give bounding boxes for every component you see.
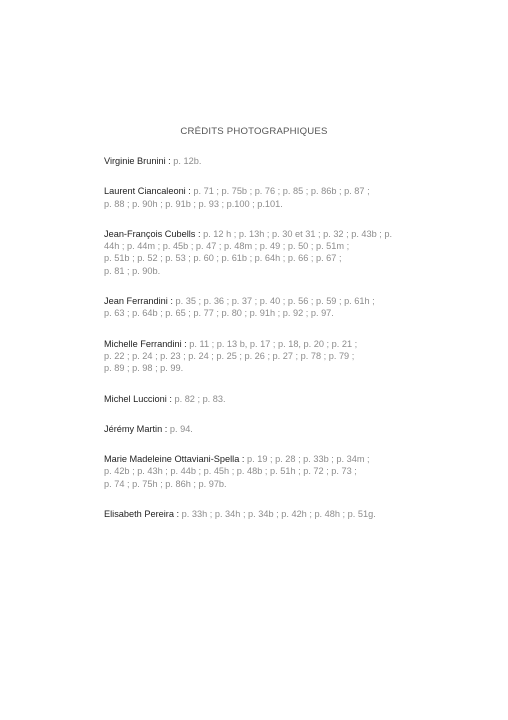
photographer-name: Michel Luccioni : (104, 393, 172, 404)
credits-list (104, 155, 404, 538)
page-references: p. 35 ; p. 36 ; p. 37 ; p. 40 ; p. 56 ; p. 59 ; p. 61h ; (175, 296, 375, 307)
page-title: CRÉDITS PHOTOGRAPHIQUES (180, 126, 328, 137)
page-references: p. 12 h ; p. 13h ; p. 30 et 31 ; p. 32 ; p. 43b ; p. (203, 228, 393, 239)
page-references: p. 19 ; p. 28 ; p. 33b ; p. 34m ; (247, 454, 370, 465)
page-references: p. 71 ; p. 75b ; p. 76 ; p. 85 ; p. 86b ; p. 87 ; (193, 186, 370, 197)
page-references: p. 12b. (173, 156, 202, 166)
page-references: p. 94. (169, 423, 193, 434)
photographer-name: Michelle Ferrandini : (104, 338, 187, 349)
page-references: p. 82 ; p. 83. (174, 393, 226, 404)
page-references: p. 88 ; p. 90h ; p. 91b ; p. 93 ; p.100 ; p.101. (104, 198, 283, 209)
photographer-name: Elisabeth Pereira : (104, 509, 180, 520)
credit-entry (104, 423, 404, 435)
page-references: p. 89 ; p. 98 ; p. 99. (104, 363, 184, 374)
page-references: p. 81 ; p. 90b. (104, 265, 161, 276)
page-references: p. 33h ; p. 34h ; p. 34b ; p. 42h ; p. 48h ; p. 51g. (181, 509, 376, 520)
page-references: p. 51b ; p. 52 ; p. 53 ; p. 60 ; p. 61b ; p. 64h ; p. 66 ; p. 67 ; (104, 253, 342, 264)
page-references: 44h ; p. 44m ; p. 45b ; p. 47 ; p. 48m ; p. 49 ; p. 50 ; p. 51m ; (104, 241, 350, 252)
credit-entry (104, 453, 404, 490)
credit-entry (104, 508, 404, 520)
photographer-name: Laurent Ciancaleoni : (104, 186, 191, 197)
page-references: p. 22 ; p. 24 ; p. 23 ; p. 24 ; p. 25 ; p. 26 ; p. 27 ; p. 78 ; p. 79 ; (104, 350, 355, 361)
page-references: p. 74 ; p. 75h ; p. 86h ; p. 97b. (104, 478, 227, 489)
photographer-name: Jérémy Martin : (104, 423, 168, 434)
credit-entry (104, 185, 404, 210)
credit-entry (104, 295, 404, 320)
photographer-name: Jean-François Cubells : (104, 228, 201, 239)
credit-entry (104, 155, 404, 167)
photographer-name: Marie Madeleine Ottaviani-Spella : (104, 454, 245, 465)
photographer-name: Jean Ferrandini : (104, 296, 173, 307)
page-references: p. 63 ; p. 64b ; p. 65 ; p. 77 ; p. 80 ; p. 91h ; p. 92 ; p. 97. (104, 308, 334, 319)
page-references: p. 11 ; p. 13 b, p. 17 ; p. 18, p. 20 ; p. 21 ; (189, 338, 358, 349)
credit-entry (104, 228, 404, 277)
photographer-name: Virginie Brunini : (104, 156, 171, 166)
credit-entry (104, 338, 404, 375)
credit-entry (104, 393, 404, 405)
page-references: p. 42b ; p. 43h ; p. 44b ; p. 45h ; p. 48b ; p. 51h ; p. 72 ; p. 73 ; (104, 466, 357, 477)
